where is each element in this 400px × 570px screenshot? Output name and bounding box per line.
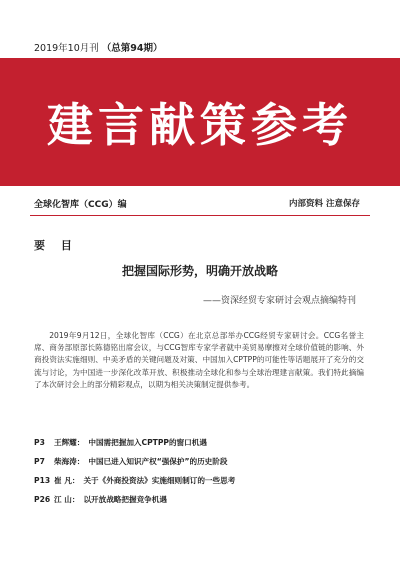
toc-item[interactable] — [34, 437, 235, 456]
title-banner — [0, 58, 400, 186]
feature-title: 把握国际形势，明确开放战略 — [121, 264, 278, 278]
toc-page-number: P26 — [34, 495, 51, 504]
toc-list — [34, 437, 235, 513]
toc-title: 关于《外商投资法》实施细则制订的一些思考 — [83, 476, 236, 485]
toc-author: 江 山： — [54, 495, 80, 504]
publication-title: 建言献策参考 — [47, 98, 353, 152]
toc-title: 以开放战略把握竞争机遇 — [83, 495, 167, 504]
feature-subtitle: ——资深经贸专家研讨会观点摘编特刊 — [202, 296, 356, 306]
header-divider — [30, 215, 370, 216]
toc-item[interactable] — [34, 456, 235, 475]
toc-title: 中国需把握加入CPTPP的窗口机遇 — [88, 438, 207, 447]
publisher-label: 全球化智库（CCG）编 — [34, 200, 127, 210]
toc-item[interactable] — [34, 494, 235, 513]
toc-page-number: P13 — [34, 476, 51, 485]
toc-author: 崔 凡： — [54, 476, 80, 485]
toc-page-number: P3 — [34, 438, 45, 447]
intro-paragraph: 2019年9月12日，全球化智库（CCG）在北京总部举办CCG经贸专家研讨会。CCG名誉主席、商务部原部长陈德铭出席会议，与CCG智库专家学者就中美贸易摩擦对全球价值链的影响、外商投资法实施细则、中美矛盾的关键问题及对策、中国加入CPTPP的可能性等话题展开了充分的交流与讨论，为中国进一步深化改革开放、积极推动全球化和参与全球治理建言献策。我们特此摘编了本次研讨会上的部分精彩观点，以期为相关决策制定提供参考。 — [34, 330, 364, 390]
toc-heading: 要 目 — [34, 239, 78, 252]
issue-number: （总第94期） — [101, 43, 163, 54]
issue-date: 2019年10月刊 — [34, 43, 99, 54]
issue-line — [34, 40, 163, 54]
toc-page-number: P7 — [34, 457, 45, 466]
toc-item[interactable] — [34, 475, 235, 494]
toc-author: 柴海涛： — [54, 457, 85, 466]
toc-author: 王辉耀： — [54, 438, 85, 447]
toc-title: 中国已进入知识产权“强保护”的历史阶段 — [88, 457, 228, 466]
classification-label: 内部资料 注意保存 — [289, 199, 360, 209]
